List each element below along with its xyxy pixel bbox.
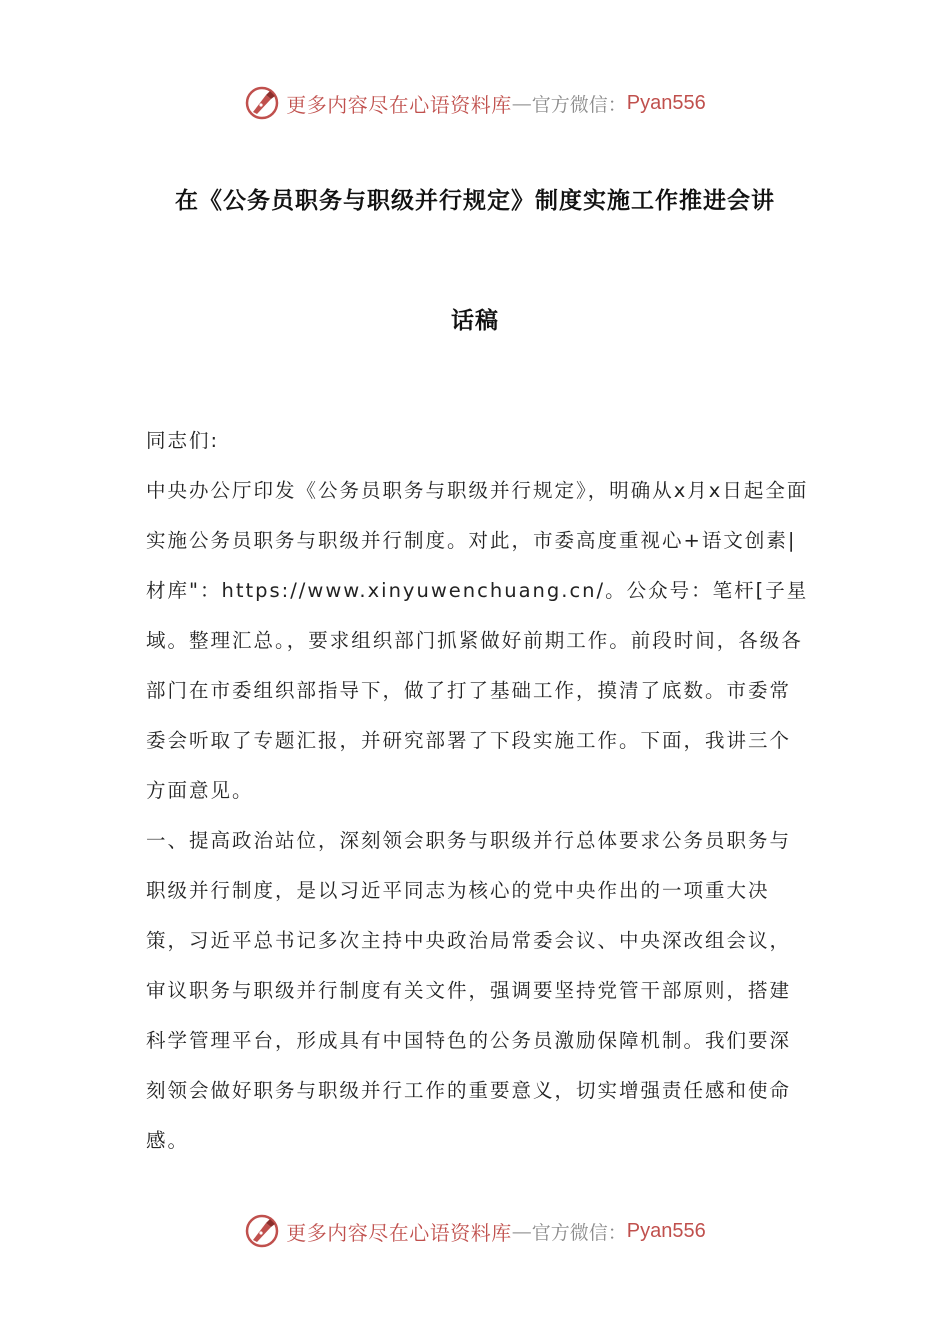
document-title-line-2: 话稿: [451, 308, 499, 334]
pen-nib-logo-icon: [244, 85, 280, 121]
watermark-slogan: 更多内容尽在心语资料库: [286, 1220, 512, 1245]
watermark-account: Pyan556: [626, 1219, 706, 1242]
watermark-label: 官方微信：: [531, 1221, 627, 1244]
watermark-slogan: 更多内容尽在心语资料库: [286, 92, 512, 117]
watermark-dash: —: [511, 1219, 532, 1243]
watermark-account: Pyan556: [626, 91, 706, 114]
pen-nib-logo-icon: [244, 1213, 280, 1249]
header-watermark: [0, 78, 950, 128]
document-title-line-1: 在《公务员职务与职级并行规定》制度实施工作推进会讲: [175, 188, 775, 214]
footer-watermark: [0, 1206, 950, 1256]
paragraph-intro: 中央办公厅印发《公务员职务与职级并行规定》，明确从x月x日起全面实施公务员职务与职级并行制度。对此，市委高度重视心+语文创素|材库"：https://www.xinyuwenchuang.cn/。公众号：笔杆[子星域。整理汇总。，要求组织部门抓紧做好前期工作。前段时间，各级各部门在市委组织部指导下，做了打了基础工作，摸清了底数。市委常委会听取了专题汇报，并研究部署了下段实施工作。下面，我讲三个方面意见。: [146, 479, 809, 802]
document-body: [146, 416, 810, 1166]
watermark-dash: —: [511, 91, 532, 115]
salutation: 同志们:: [146, 429, 220, 452]
watermark-label: 官方微信：: [531, 93, 627, 116]
paragraph-section-one: 一、提高政治站位，深刻领会职务与职级并行总体要求公务员职务与职级并行制度，是以习近平同志为核心的党中央作出的一项重大决策，习近平总书记多次主持中央政治局常委会议、中央深改组会议，审议职务与职级并行制度有关文件，强调要坚持党管干部原则，搭建科学管理平台，形成具有中国特色的公务员激励保障机制。我们要深刻领会做好职务与职级并行工作的重要意义，切实增强责任感和使命感。: [146, 829, 792, 1152]
